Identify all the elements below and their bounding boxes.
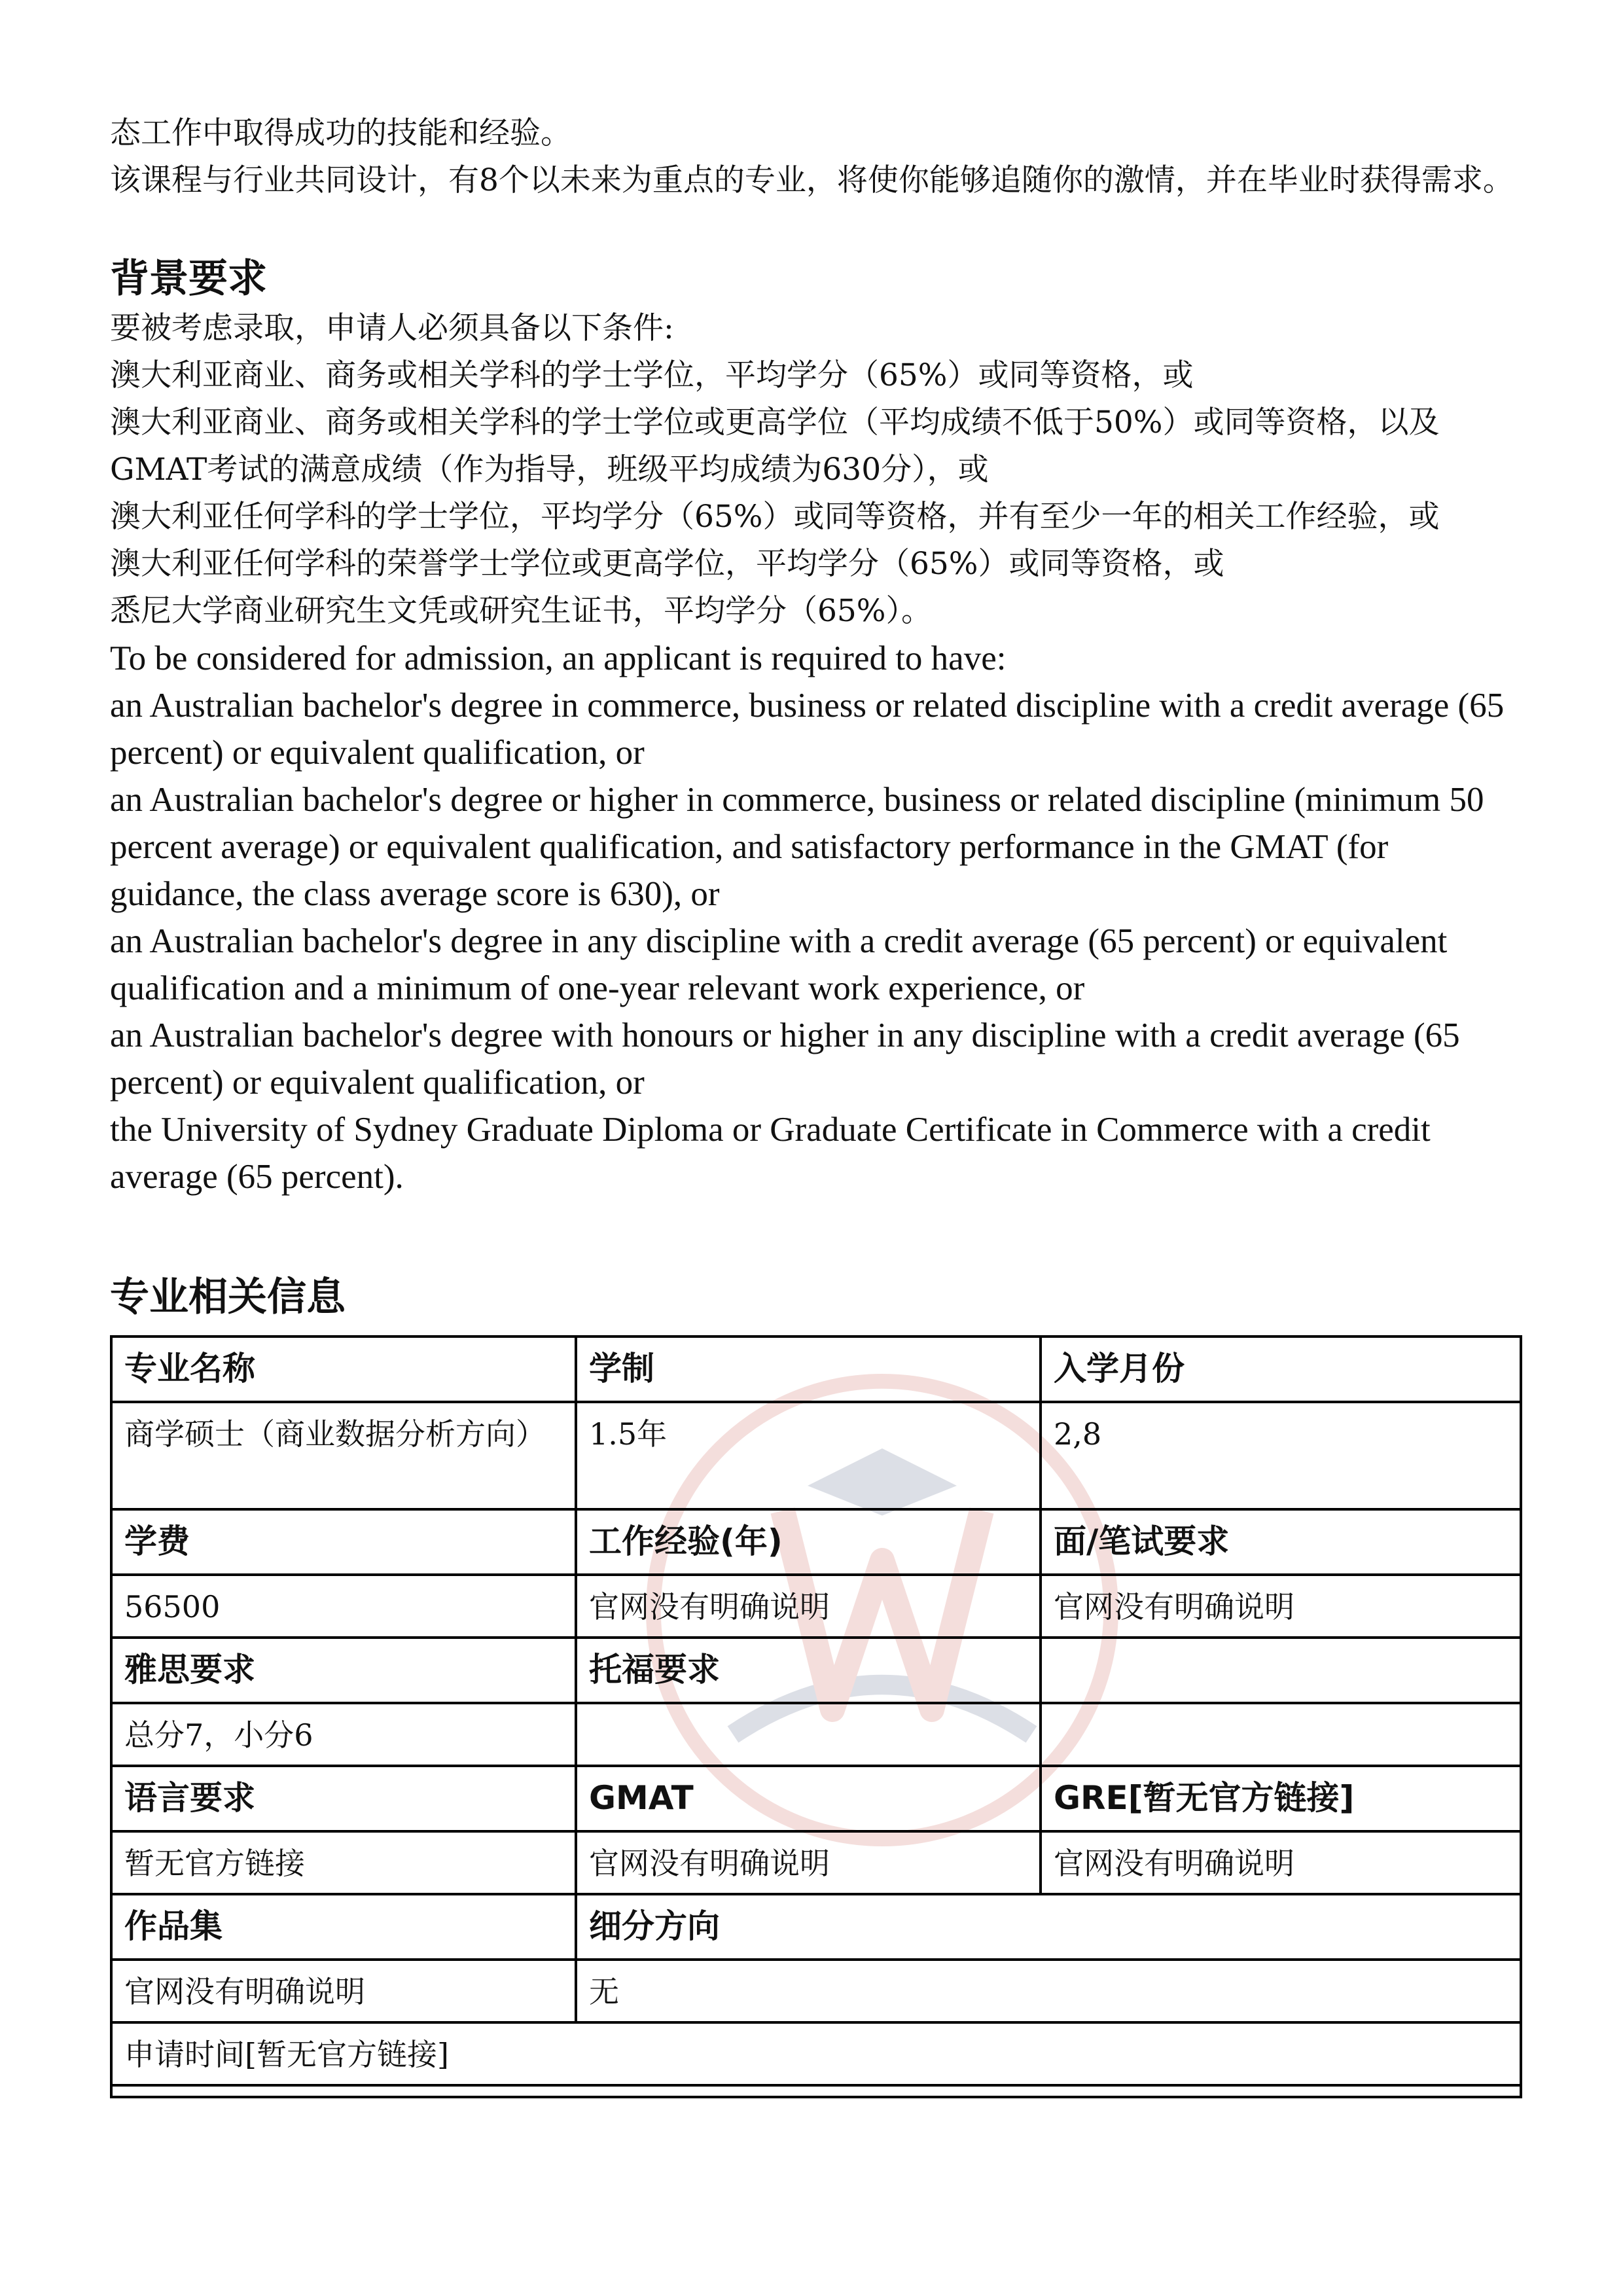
label-specialization: 细分方向 — [576, 1894, 1521, 1960]
requirement-line: 澳大利亚任何学科的荣誉学士学位或更高学位，平均学分（65%）或同等资格，或 — [110, 546, 1224, 582]
empty-cell — [1041, 1703, 1521, 1766]
program-info-table — [110, 1335, 1522, 2098]
label-tuition: 学费 — [111, 1509, 576, 1575]
label-intake: 入学月份 — [1041, 1336, 1521, 1402]
label-language: 语言要求 — [111, 1766, 576, 1831]
program-info-table-wrap — [110, 1335, 1520, 2098]
table-row — [111, 1575, 1521, 1638]
background-heading: 背景要求 — [110, 256, 267, 302]
label-gmat: GMAT — [576, 1766, 1041, 1831]
requirement-line: 澳大利亚任何学科的学士学位，平均学分（65%）或同等资格，并有至少一年的相关工作经验，或 — [110, 499, 1440, 535]
value-portfolio: 官网没有明确说明 — [111, 1960, 576, 2022]
intro-line: 该课程与行业共同设计，有8个以未来为重点的专业，将使你能够追随你的激情，并在毕业时获得需求。 — [110, 162, 1514, 198]
program-info-heading: 专业相关信息 — [110, 1274, 346, 1320]
value-ielts: 总分7，小分6 — [111, 1703, 576, 1766]
background-zh — [110, 305, 1517, 635]
table-row — [111, 1831, 1521, 1894]
value-language: 暂无官方链接 — [111, 1831, 576, 1894]
value-interview: 官网没有明确说明 — [1041, 1575, 1521, 1638]
requirement-line-en: the University of Sydney Graduate Diploma or Graduate Certificate in Commerce with a credit average (65 percent). — [110, 1111, 1431, 1196]
value-work-exp: 官网没有明确说明 — [576, 1575, 1041, 1638]
table-row — [111, 2085, 1521, 2097]
table-row — [111, 1766, 1521, 1831]
empty-cell — [111, 2085, 1521, 2097]
requirement-line: 要被考虑录取，申请人必须具备以下条件: — [110, 310, 674, 346]
requirement-line: 悉尼大学商业研究生文凭或研究生证书，平均学分（65%）。 — [110, 593, 932, 629]
requirement-line-en: To be considered for admission, an applicant is required to have: — [110, 639, 1007, 677]
label-interview: 面/笔试要求 — [1041, 1509, 1521, 1575]
requirement-line-en: an Australian bachelor's degree in commerce, business or related discipline with a credit average (65 percent) or equivalent qualification, or — [110, 687, 1505, 772]
table-row — [111, 1638, 1521, 1703]
requirement-line-en: an Australian bachelor's degree with honours or higher in any discipline with a credit average (65 percent) or equivalent qualification, or — [110, 1016, 1460, 1102]
table-row — [111, 1402, 1521, 1509]
value-tuition: 56500 — [111, 1575, 576, 1638]
value-toefl — [576, 1703, 1041, 1766]
intro-line: 态工作中取得成功的技能和经验。 — [110, 115, 571, 151]
empty-cell — [1041, 1638, 1521, 1703]
table-row — [111, 1703, 1521, 1766]
table-row — [111, 1509, 1521, 1575]
label-duration: 学制 — [576, 1336, 1041, 1402]
background-en — [110, 635, 1517, 1200]
requirement-line-en: an Australian bachelor's degree in any discipline with a credit average (65 percent) or equivalent qualification and a minimum of one-year relevant work experience, or — [110, 922, 1448, 1007]
label-gre: GRE[暂无官方链接] — [1041, 1766, 1521, 1831]
intro-text — [110, 110, 1517, 204]
table-row — [111, 1960, 1521, 2022]
label-portfolio: 作品集 — [111, 1894, 576, 1960]
label-toefl: 托福要求 — [576, 1638, 1041, 1703]
value-duration: 1.5年 — [576, 1402, 1041, 1509]
page-content — [110, 110, 1517, 2098]
value-program-name: 商学硕士（商业数据分析方向） — [111, 1402, 576, 1509]
label-ielts: 雅思要求 — [111, 1638, 576, 1703]
value-application-time: 申请时间[暂无官方链接] — [111, 2022, 1521, 2085]
requirement-line: 澳大利亚商业、商务或相关学科的学士学位或更高学位（平均成绩不低于50%）或同等资格，以及GMAT考试的满意成绩（作为指导，班级平均成绩为630分），或 — [110, 404, 1440, 488]
requirement-line: 澳大利亚商业、商务或相关学科的学士学位，平均学分（65%）或同等资格，或 — [110, 357, 1194, 393]
value-gre: 官网没有明确说明 — [1041, 1831, 1521, 1894]
table-row — [111, 1336, 1521, 1402]
table-row — [111, 2022, 1521, 2085]
value-intake: 2,8 — [1041, 1402, 1521, 1509]
label-work-exp: 工作经验(年) — [576, 1509, 1041, 1575]
requirement-line-en: an Australian bachelor's degree or higher in commerce, business or related discipline (minimum 50 percent average) or equivalent qualification, and satisfactory performance in the GMAT (for guidance, the class average score is 630), or — [110, 781, 1484, 913]
label-program-name: 专业名称 — [111, 1336, 576, 1402]
table-row — [111, 1894, 1521, 1960]
value-specialization: 无 — [576, 1960, 1521, 2022]
value-gmat: 官网没有明确说明 — [576, 1831, 1041, 1894]
